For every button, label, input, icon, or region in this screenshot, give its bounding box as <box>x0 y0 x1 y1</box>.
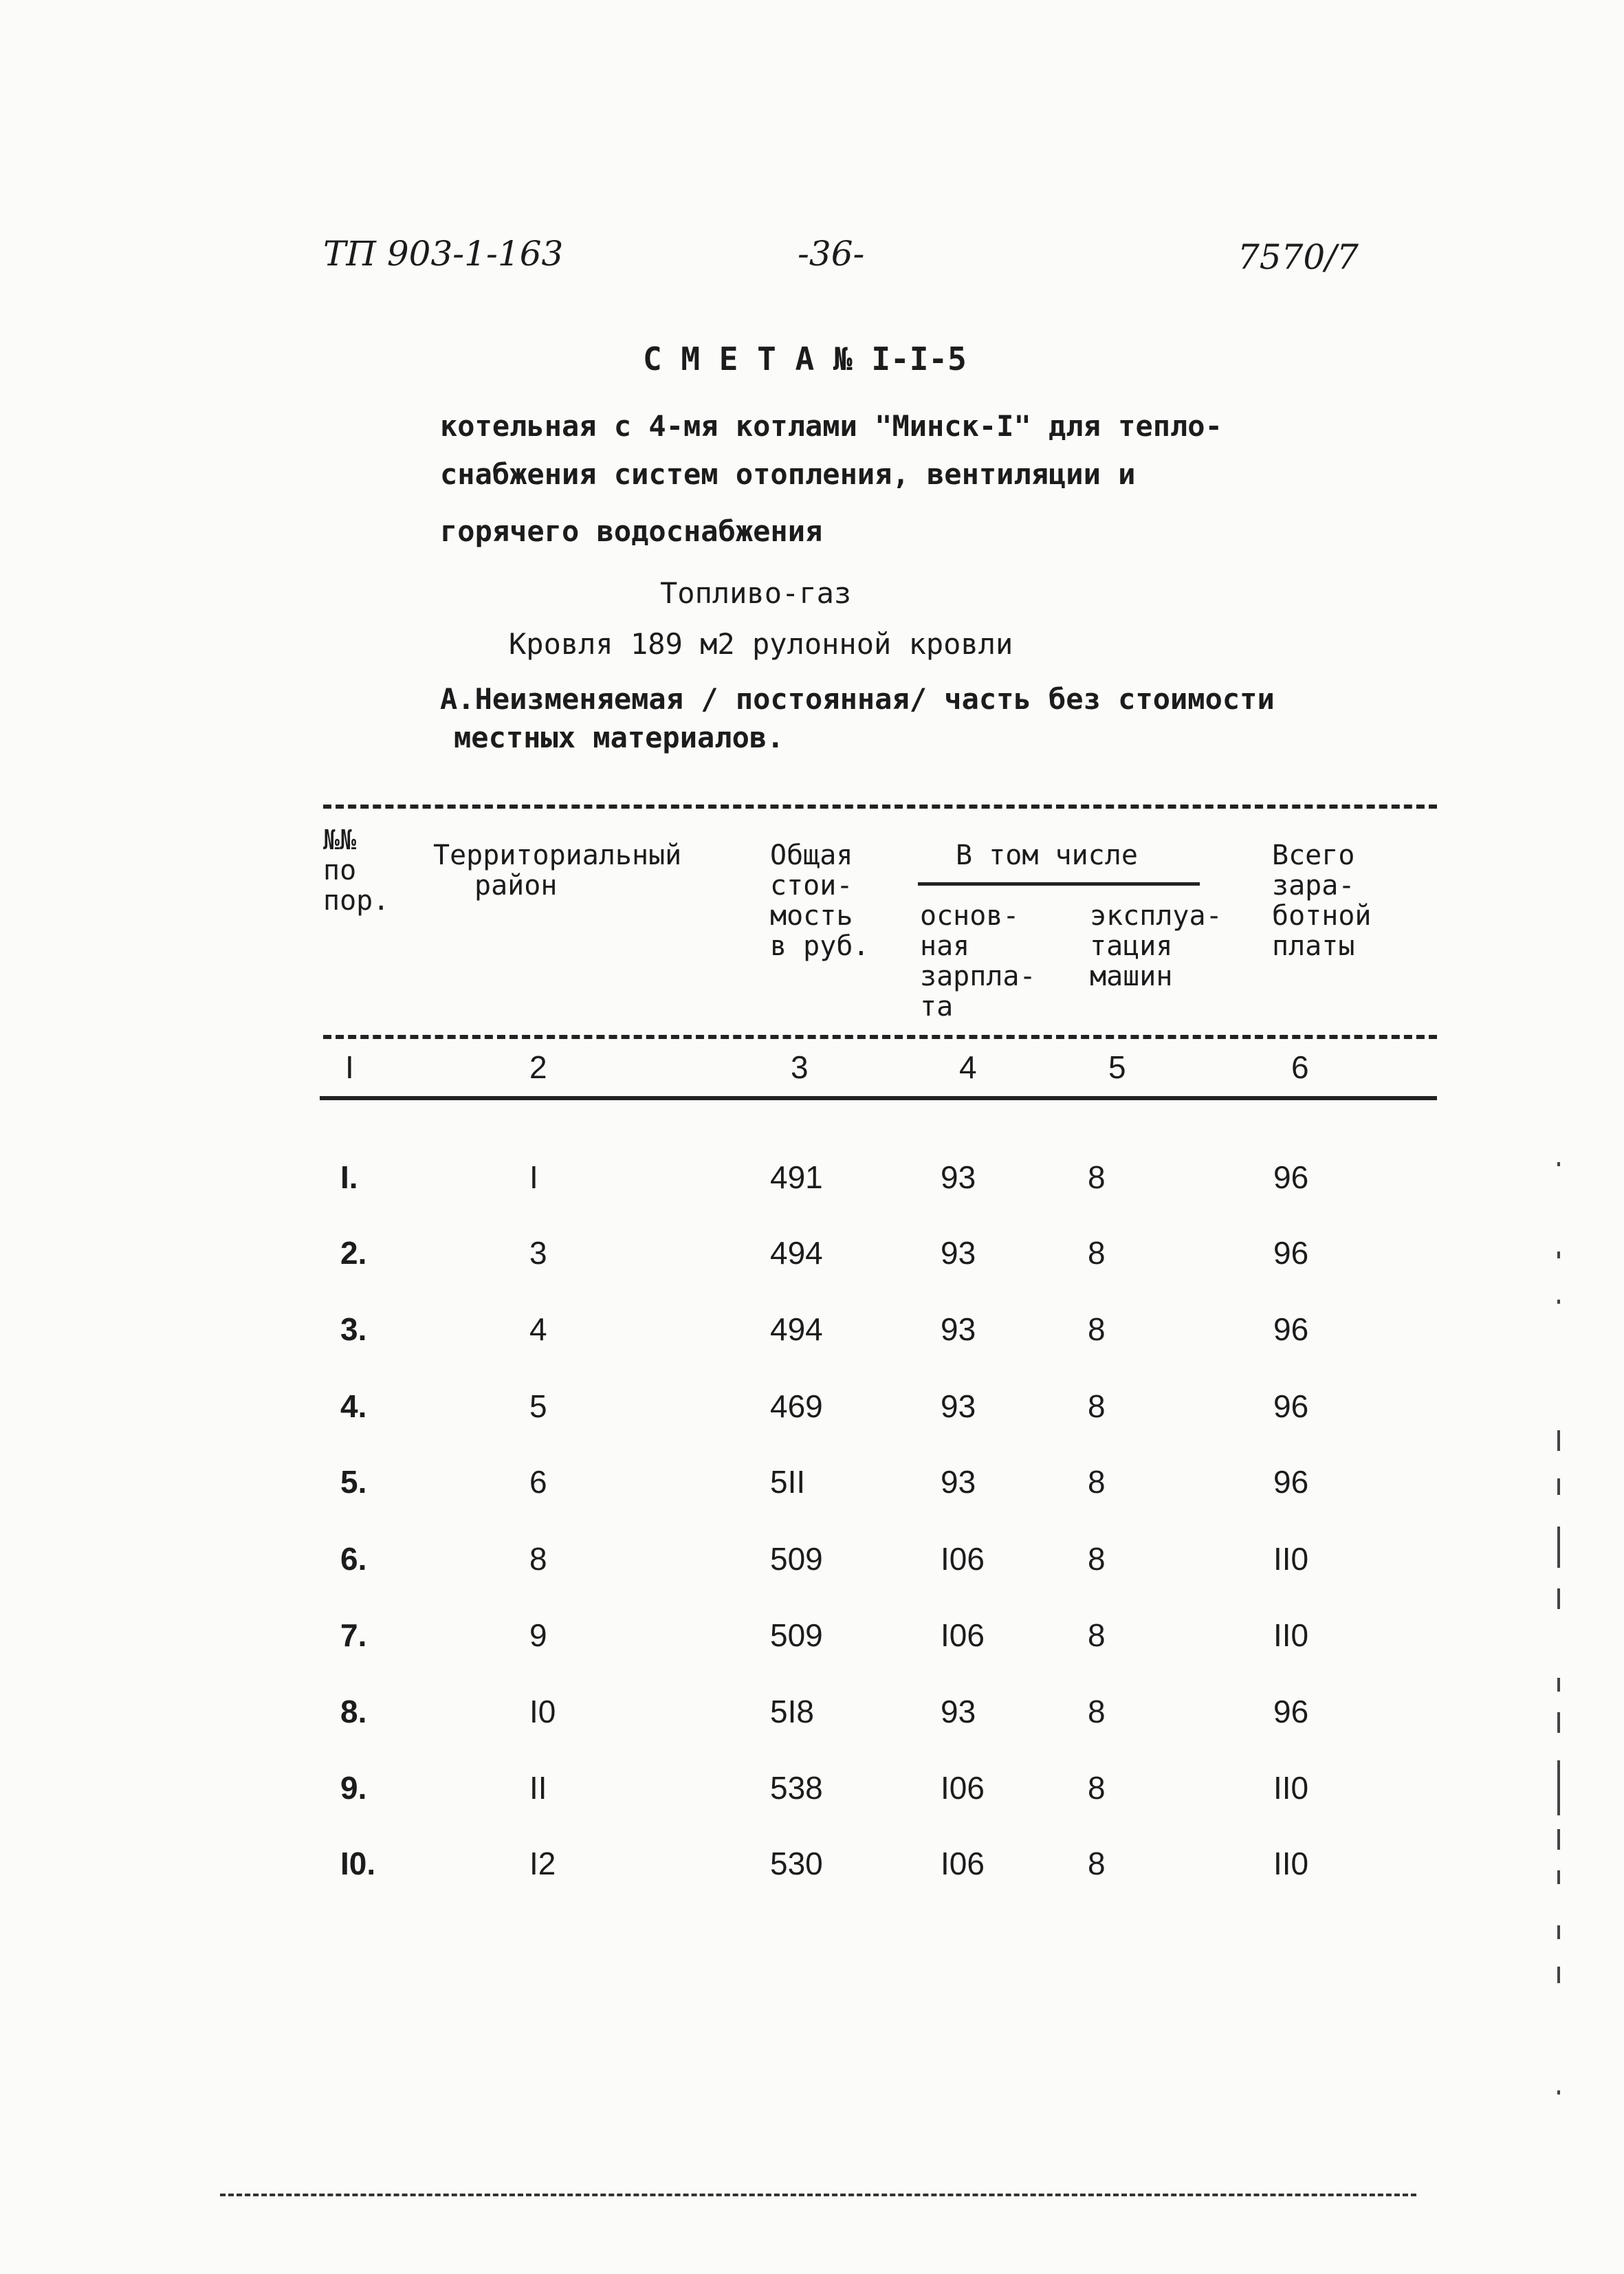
header-total-salary <box>1272 840 1372 961</box>
column-number: 5 <box>1108 1049 1126 1085</box>
header-machine-operation-line: эксплуа- <box>1090 900 1222 932</box>
row-total-salary: II0 <box>1273 1846 1309 1881</box>
header-total-cost-line: мость <box>770 900 853 932</box>
scan-speck <box>1557 1478 1560 1495</box>
row-region: I2 <box>529 1846 556 1881</box>
row-machine-operation: 8 <box>1088 1235 1106 1271</box>
row-total-cost: 494 <box>770 1235 823 1271</box>
scan-speck <box>1557 1829 1560 1850</box>
row-machine-operation: 8 <box>1088 1846 1106 1881</box>
row-total-cost: 538 <box>770 1770 823 1806</box>
row-total-cost: 509 <box>770 1541 823 1577</box>
row-region: 4 <box>529 1311 547 1347</box>
header-total-cost-line: Общая <box>770 840 853 871</box>
row-total-cost: 494 <box>770 1311 823 1347</box>
description-line-3: горячего водоснабжения <box>440 514 823 548</box>
row-region: 6 <box>529 1464 547 1500</box>
column-number: 2 <box>529 1049 547 1085</box>
column-number: 6 <box>1291 1049 1309 1085</box>
row-machine-operation: 8 <box>1088 1464 1106 1500</box>
row-region: 9 <box>529 1617 547 1653</box>
header-base-salary-line: та <box>920 991 954 1023</box>
row-total-salary: 96 <box>1273 1311 1309 1347</box>
roof-info: Кровля 189 м2 рулонной кровли <box>509 627 1013 661</box>
row-base-salary: I06 <box>941 1617 985 1653</box>
header-total-salary-line: платы <box>1272 930 1355 962</box>
scan-speck <box>1557 1870 1560 1884</box>
header-group: В том числе <box>956 840 1138 871</box>
header-base-salary-line: зарпла- <box>920 961 1036 992</box>
header-total-salary-line: ботной <box>1272 900 1372 932</box>
row-machine-operation: 8 <box>1088 1159 1106 1195</box>
scan-speck <box>1557 1712 1560 1733</box>
row-region: 8 <box>529 1541 547 1577</box>
row-machine-operation: 8 <box>1088 1311 1106 1347</box>
scan-speck <box>1557 1760 1560 1815</box>
row-total-salary: 96 <box>1273 1694 1309 1729</box>
header-machine-operation-line: машин <box>1090 961 1173 992</box>
section-title-line-1: А.Неизменяемая / постоянная/ часть без стоимости <box>440 682 1275 716</box>
scan-speck <box>1557 1925 1560 1939</box>
row-number: 5. <box>340 1464 367 1500</box>
row-base-salary: 93 <box>941 1311 976 1347</box>
row-total-cost: 5I8 <box>770 1694 814 1729</box>
row-base-salary: 93 <box>941 1159 976 1195</box>
header-total-cost <box>770 840 870 961</box>
row-number: I0. <box>340 1846 376 1881</box>
header-machine-operation <box>1090 901 1222 992</box>
row-region: I0 <box>529 1694 556 1729</box>
header-num-line: №№ <box>323 824 357 856</box>
row-total-cost: 530 <box>770 1846 823 1881</box>
row-machine-operation: 8 <box>1088 1617 1106 1653</box>
row-base-salary: 93 <box>941 1388 976 1424</box>
header-total-salary-line: Всего <box>1272 840 1355 871</box>
row-number: 8. <box>340 1694 367 1729</box>
row-number: 7. <box>340 1617 367 1653</box>
row-total-cost: 5II <box>770 1464 806 1500</box>
estimate-title: С М Е Т А № I-I-5 <box>643 340 967 378</box>
scan-speck <box>1557 1527 1560 1568</box>
column-number: 3 <box>791 1049 809 1085</box>
row-total-salary: 96 <box>1273 1464 1309 1500</box>
header-total-cost-line: стои- <box>770 870 853 901</box>
row-machine-operation: 8 <box>1088 1770 1106 1806</box>
scan-speck <box>1557 1430 1560 1451</box>
row-total-salary: II0 <box>1273 1541 1309 1577</box>
row-base-salary: I06 <box>941 1846 985 1881</box>
header-bottom-rule <box>323 1035 1437 1039</box>
sheet-code: 7570/7 <box>1238 237 1359 277</box>
row-base-salary: 93 <box>941 1464 976 1500</box>
header-total-cost-line: в руб. <box>770 930 870 962</box>
description-line-2: снабжения систем отопления, вентиляции и <box>440 457 1136 491</box>
row-region: II <box>529 1770 547 1806</box>
fuel-type: Топливо-газ <box>660 576 852 610</box>
scan-speck <box>1557 1588 1560 1609</box>
row-number: 9. <box>340 1770 367 1806</box>
header-base-salary-line: ная <box>920 930 970 962</box>
header-num-line: по <box>323 855 357 886</box>
header-base-salary-line: основ- <box>920 900 1020 932</box>
row-base-salary: I06 <box>941 1770 985 1806</box>
header-machine-operation-line: тация <box>1090 930 1173 962</box>
scan-speck <box>1557 1251 1560 1258</box>
header-region <box>433 840 681 901</box>
row-number: I. <box>340 1159 358 1195</box>
column-number: 4 <box>959 1049 977 1085</box>
row-number: 2. <box>340 1235 367 1271</box>
scan-speck <box>1557 2090 1560 2095</box>
row-total-cost: 469 <box>770 1388 823 1424</box>
row-region: 3 <box>529 1235 547 1271</box>
row-total-salary: II0 <box>1273 1617 1309 1653</box>
row-region: 5 <box>529 1388 547 1424</box>
scan-speck <box>1557 1967 1560 1983</box>
row-number: 3. <box>340 1311 367 1347</box>
footer-rule <box>220 2194 1416 2196</box>
scan-speck <box>1557 1162 1560 1166</box>
scan-speck <box>1557 1678 1560 1692</box>
row-base-salary: 93 <box>941 1235 976 1271</box>
doc-code: ТП 903-1-163 <box>323 234 564 274</box>
page-number: -36- <box>798 234 865 274</box>
header-region-line: район <box>474 870 558 901</box>
row-total-cost: 509 <box>770 1617 823 1653</box>
row-machine-operation: 8 <box>1088 1541 1106 1577</box>
scan-speck <box>1557 1300 1560 1304</box>
row-total-salary: II0 <box>1273 1770 1309 1806</box>
column-number: I <box>345 1049 354 1085</box>
row-region: I <box>529 1159 538 1195</box>
row-total-salary: 96 <box>1273 1388 1309 1424</box>
header-num <box>323 825 389 916</box>
row-number: 6. <box>340 1541 367 1577</box>
row-total-salary: 96 <box>1273 1235 1309 1271</box>
row-machine-operation: 8 <box>1088 1694 1106 1729</box>
description-line-1: котельная с 4-мя котлами "Минск-I" для тепло- <box>440 409 1222 443</box>
header-total-salary-line: зара- <box>1272 870 1355 901</box>
section-title-line-2: местных материалов. <box>454 721 784 754</box>
row-total-salary: 96 <box>1273 1159 1309 1195</box>
column-numbers-rule <box>320 1096 1437 1100</box>
row-base-salary: 93 <box>941 1694 976 1729</box>
row-total-cost: 491 <box>770 1159 823 1195</box>
row-machine-operation: 8 <box>1088 1388 1106 1424</box>
table-top-rule <box>323 805 1437 809</box>
header-num-line: пор. <box>323 885 390 917</box>
row-base-salary: I06 <box>941 1541 985 1577</box>
header-base-salary <box>920 901 1036 1022</box>
header-group-rule <box>918 882 1200 886</box>
header-region-line: Территориальный <box>433 840 682 871</box>
row-number: 4. <box>340 1388 367 1424</box>
